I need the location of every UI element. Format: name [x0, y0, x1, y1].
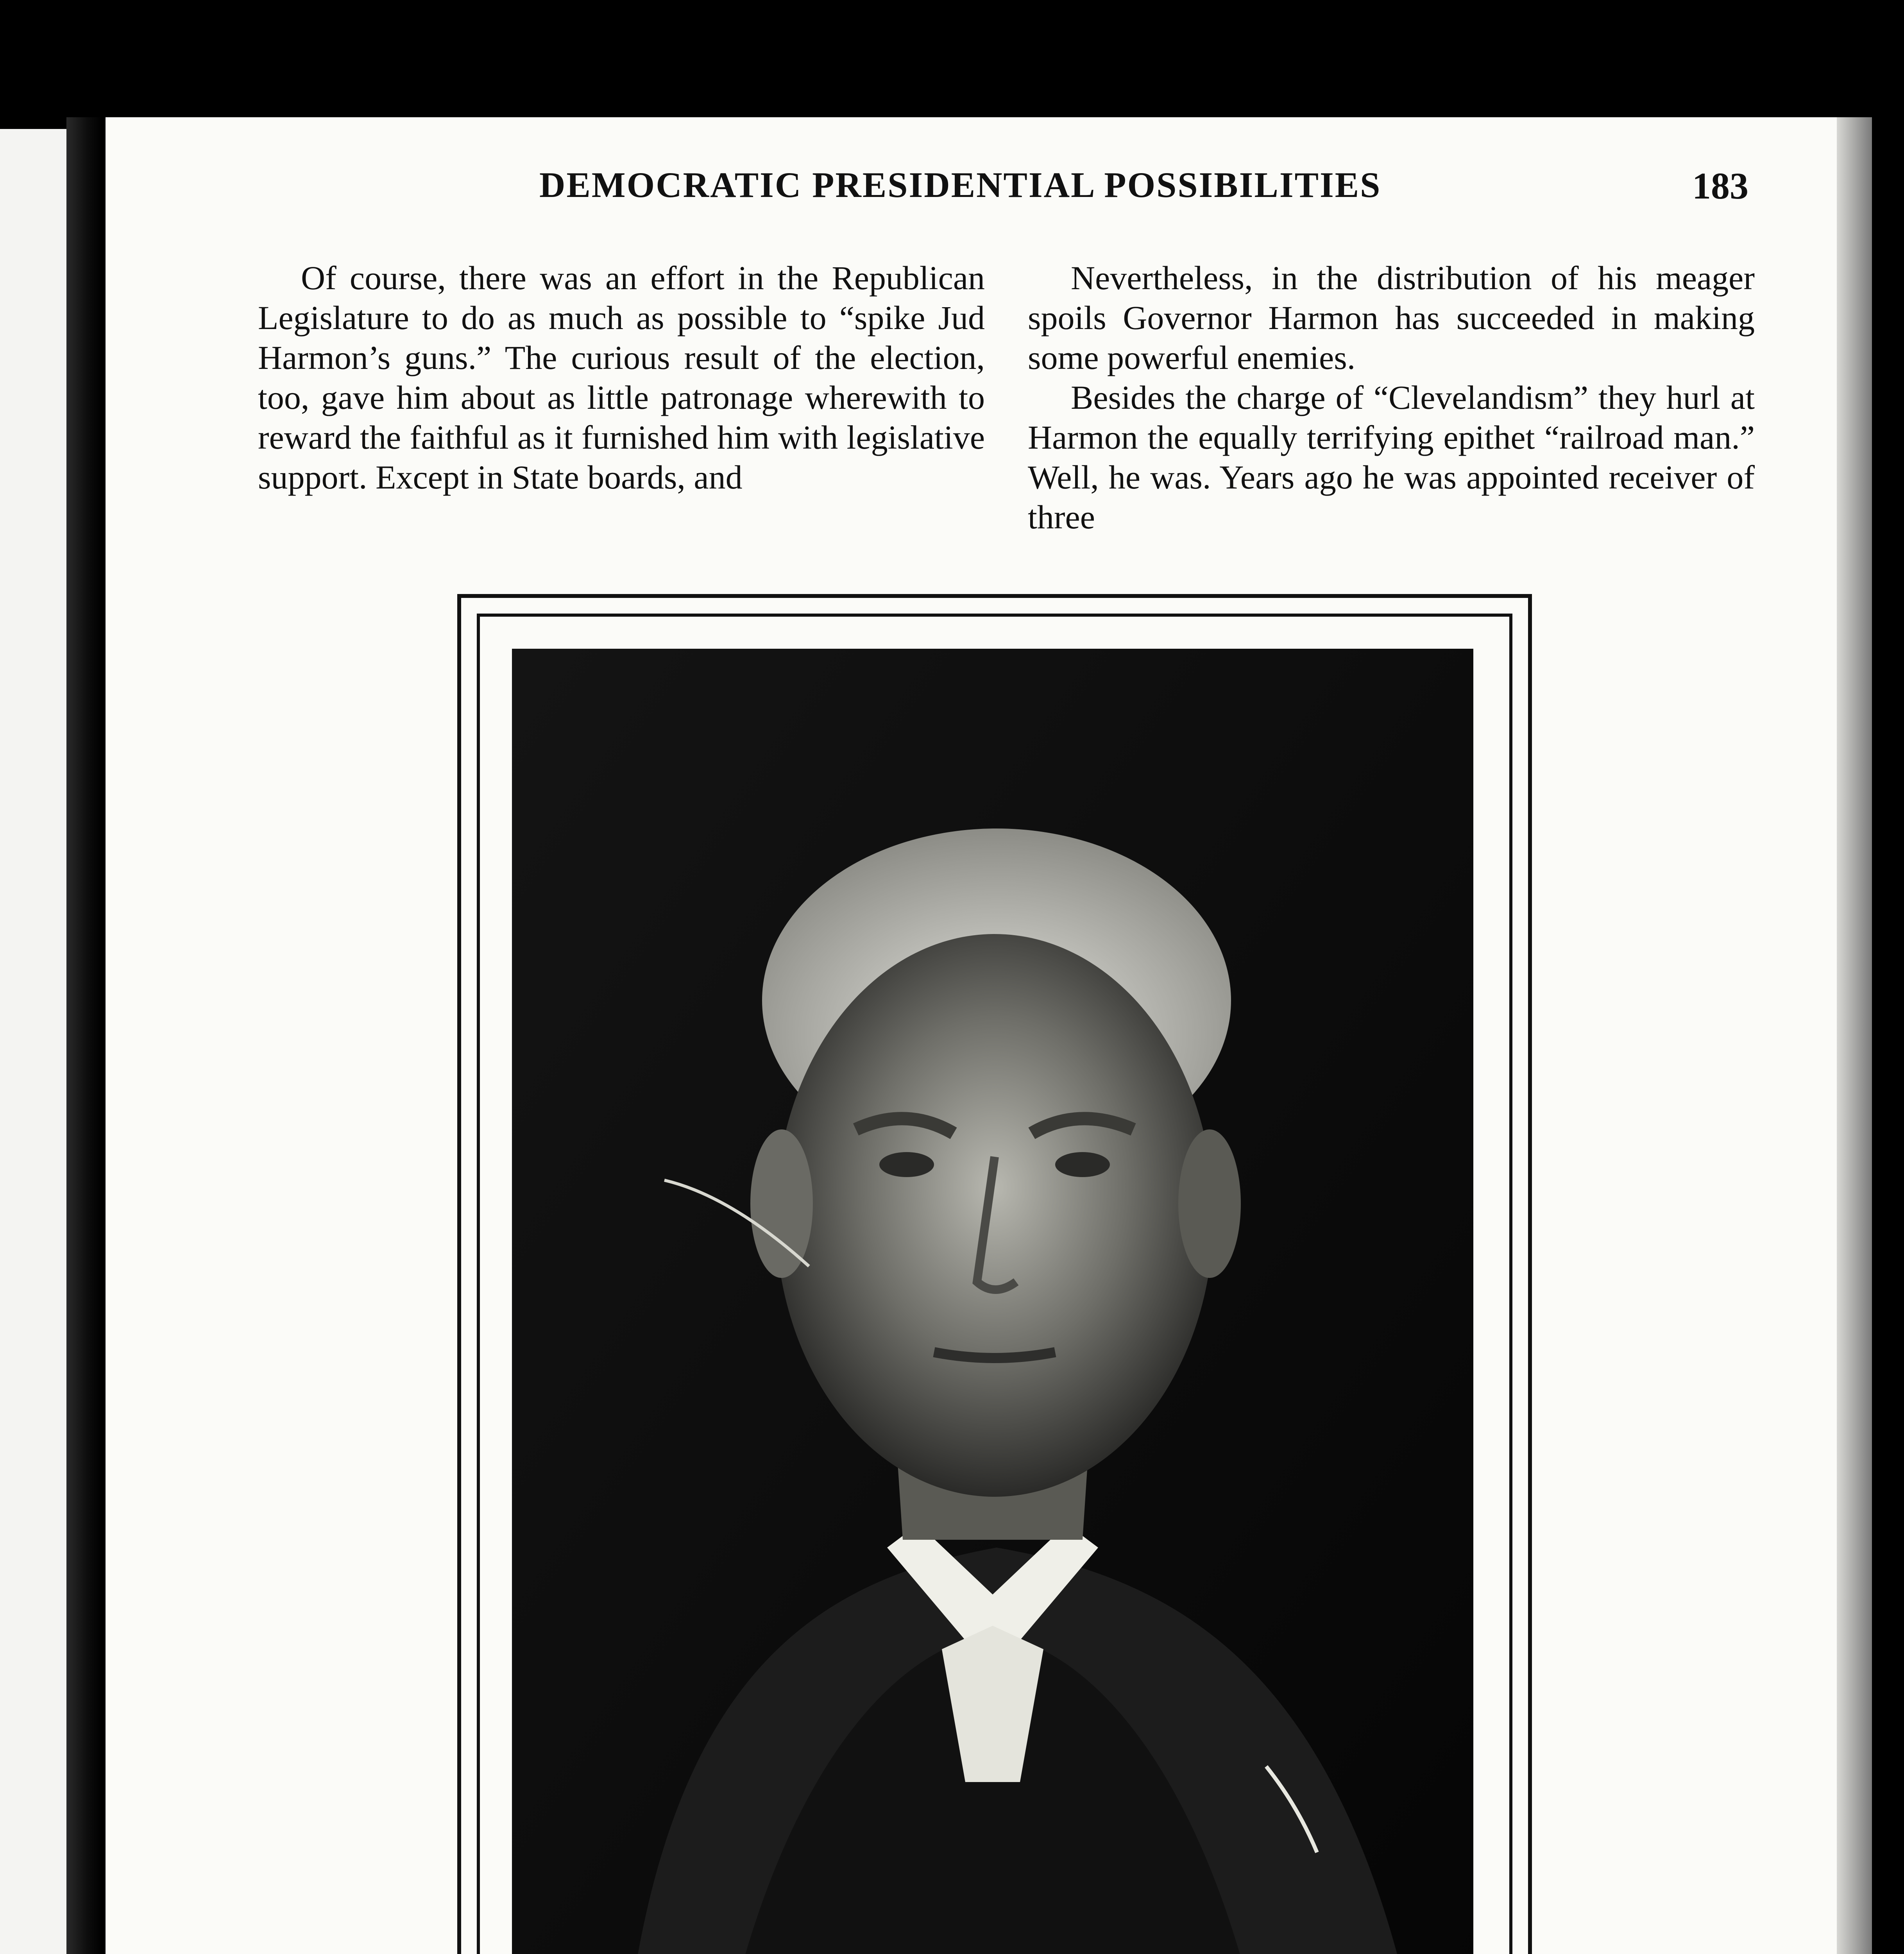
- paragraph-spoils: Nevertheless, in the distribution of his meager spoils Governor Harmon has succeeded in making some powerful enemies.: [1028, 259, 1755, 376]
- portrait-image: [512, 649, 1473, 1954]
- page-edge-shadow: [1837, 117, 1872, 1954]
- running-title: DEMOCRATIC PRESIDENTIAL POSSIBILITIES: [539, 165, 1381, 205]
- portrait-photograph: [512, 649, 1473, 1954]
- column-top-left: [258, 258, 985, 497]
- adjacent-page-strip: [0, 129, 66, 1954]
- portrait-plate: [457, 594, 1532, 1954]
- paragraph-legislature: Of course, there was an effort in the Republican Legislature to do as much as possible to “spike Jud Harmon’s guns.” The curious result of the election, too, gave him about as little patronage wherewith to reward the faithful as it furnished him with legislative support. Except in State boards, and: [258, 259, 985, 496]
- book-gutter-shadow: [66, 117, 102, 1954]
- page-number: 183: [1692, 165, 1748, 207]
- column-top-right: [1028, 258, 1755, 537]
- paragraph-railroad-man: Besides the charge of “Clevelandism” they hurl at Harmon the equally terrifying epithet “railroad man.” Well, he was. Years ago he was appointed receiver of three: [1028, 379, 1755, 536]
